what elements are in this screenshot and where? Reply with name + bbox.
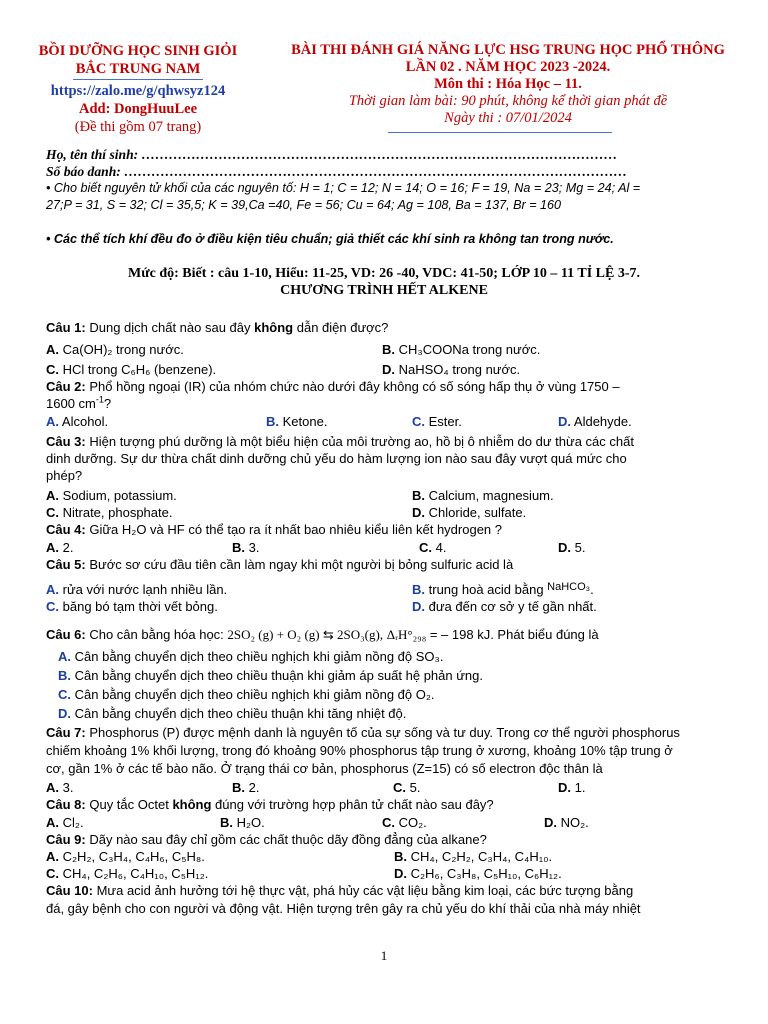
question-2-line1: Câu 2: Phổ hồng ngoại (IR) của nhóm chức nào dưới đây không có số sóng hấp thụ ở vùng 1750 –: [46, 379, 620, 394]
q8-option-c[interactable]: C. CO₂.: [382, 815, 427, 830]
q5-option-d[interactable]: D. đưa đến cơ sở y tế gần nhất.: [412, 599, 597, 614]
q9-option-d[interactable]: D. C₂H₆, C₃H₈, C₅H₁₀, C₆H₁₂.: [394, 866, 562, 881]
q3-option-c[interactable]: C. Nitrate, phosphate.: [46, 505, 173, 520]
q1-option-a[interactable]: A. Ca(OH)₂ trong nước.: [46, 342, 184, 357]
question-text: dẫn điện được?: [293, 320, 389, 335]
q7-option-b[interactable]: B. 2.: [232, 780, 260, 795]
question-3-line1: Câu 3: Hiện tượng phú dưỡng là một biểu hiện của môi trường ao, hồ bị ô nhiễm do dư thừa các chất: [46, 434, 634, 449]
q1-option-d[interactable]: D. NaHSO₄ trong nước.: [382, 362, 521, 377]
q9-option-a[interactable]: A. C₂H₂, C₃H₄, C₄H₆, C₅H₈.: [46, 849, 205, 864]
q8-option-d[interactable]: D. NO₂.: [544, 815, 589, 830]
q7-option-d[interactable]: D. 1.: [558, 780, 586, 795]
q7-option-a[interactable]: A. 3.: [46, 780, 74, 795]
enthalpy-symbol: ΔᵣH°₂₉₈: [386, 627, 427, 642]
question-10-line2: đá, gây bệnh cho con người và động vật. Hiện tượng trên gây ra chủ yếu do khí thải của nhà máy nhiệt: [46, 901, 641, 916]
reaction-equation: 2SO₂ (g) + O₂ (g) ⇆ 2SO₃(g),: [227, 627, 384, 642]
author-line: Add: DongHuuLee: [78, 101, 198, 117]
exam-title: BÀI THI ĐÁNH GIÁ NĂNG LỰC HSG TRUNG HỌC PHỔ THÔNG: [291, 42, 725, 58]
question-5: Câu 5: Bước sơ cứu đầu tiên cần làm ngay khi một người bị bỏng sulfuric acid là: [46, 557, 514, 572]
header-left-divider: [73, 79, 203, 81]
question-1: [46, 319, 728, 336]
exam-time: Thời gian làm bài: 90 phút, không kể thời gian phát đề: [348, 93, 668, 109]
q8-option-b[interactable]: B. H₂O.: [220, 815, 265, 830]
question-10-line1: Câu 10: Mưa acid ảnh hưởng tới hệ thực vật, phá hủy các vật liệu bằng kim loại, các bức tượng bằng: [46, 883, 634, 898]
header-right-divider: [388, 132, 612, 133]
q7-option-c[interactable]: C. 5.: [393, 780, 421, 795]
question-6: Câu 6: Cho cân bằng hóa học: 2SO₂ (g) + O₂ (g) ⇆ 2SO₃(g), ΔᵣH°₂₉₈ = – 198 kJ. Phát biểu đúng là: [46, 627, 599, 642]
q9-option-c[interactable]: C. CH₄, C₂H₆, C₄H₁₀, C₅H₁₂.: [46, 866, 209, 881]
atomic-masses-line2: 27;P = 31, S = 32; Cl = 35,5; K = 39,Ca =40, Fe = 56; Cu = 64; Ag = 108, Ba = 137, Br = 160: [46, 198, 562, 212]
q2-option-d[interactable]: D. Aldehyde.: [558, 414, 632, 429]
q1-option-c[interactable]: C. HCl trong C₆H₆ (benzene).: [46, 362, 217, 377]
page-count: (Đề thi gồm 07 trang): [74, 119, 202, 135]
q6-option-d[interactable]: D. Cân bằng chuyển dịch theo chiều thuận khi tăng nhiệt độ.: [58, 706, 407, 721]
question-emphasis: không: [254, 320, 294, 335]
q6-option-b[interactable]: B. Cân bằng chuyển dịch theo chiều thuận khi giảm áp suất hệ phản ứng.: [58, 668, 484, 683]
q6-option-a[interactable]: A. Cân bằng chuyển dịch theo chiều nghịch khi giảm nồng độ SO₃.: [58, 649, 444, 664]
q2-option-c[interactable]: C. Ester.: [412, 414, 462, 429]
org-name-2: BẮC TRUNG NAM: [75, 61, 201, 77]
q8-option-a[interactable]: A. Cl₂.: [46, 815, 84, 830]
difficulty-levels: Mức độ: Biết : câu 1-10, Hiểu: 11-25, VD: 26 -40, VDC: 41-50; LỚP 10 – 11 TỈ LỆ 3-7.: [128, 266, 640, 281]
atomic-masses-line1: • Cho biết nguyên tử khối của các nguyên tố: H = 1; C = 12; N = 14; O = 16; F = 19, Na = 23; Mg = 24; Al =: [46, 181, 641, 195]
question-3-line2: dinh dưỡng. Sự dư thừa chất dinh dưỡng chủ yếu do hàm lượng ion nào sau đây vượt quá mức cho: [46, 451, 627, 466]
q5-option-c[interactable]: C. băng bó tạm thời vết bỏng.: [46, 599, 218, 614]
candidate-name-field: Họ, tên thí sinh: ……………………………………………………………………………………………: [46, 147, 618, 162]
header-left: [20, 42, 256, 136]
question-7-line3: cơ, gần 1% ở các tế bào não. Ở trạng thái cơ bản, phosphorus (Z=15) có số electron độc thân là: [46, 761, 603, 776]
q4-option-c[interactable]: C. 4.: [419, 540, 447, 555]
question-9: Câu 9: Dãy nào sau đây chỉ gồm các chất thuộc dãy đồng đẳng của alkane?: [46, 832, 487, 847]
question-8: Câu 8: Quy tắc Octet không đúng với trường hợp phân tử chất nào sau đây?: [46, 797, 494, 812]
question-label: Câu 1:: [46, 320, 86, 335]
q6-option-c[interactable]: C. Cân bằng chuyển dịch theo chiều nghịch khi giảm nồng độ O₂.: [58, 687, 435, 702]
q5-option-b[interactable]: B. trung hoà acid bằng $^{NaHCO_3}$.: [412, 581, 594, 597]
question-7-line2: chiếm khoảng 1% khối lượng, trong đó khoảng 90% phosphorus tập trung ở xương, khoảng 10% tập trung ở: [46, 743, 673, 758]
q9-option-b[interactable]: B. CH₄, C₂H₂, C₃H₄, C₄H₁₀.: [394, 849, 553, 864]
header-right: [268, 42, 748, 127]
zalo-link[interactable]: https://zalo.me/g/qhwsyz124: [50, 83, 226, 99]
q2-option-a[interactable]: A. Alcohol.: [46, 414, 109, 429]
q3-option-b[interactable]: B. Calcium, magnesium.: [412, 488, 554, 503]
q4-option-b[interactable]: B. 3.: [232, 540, 260, 555]
question-text: Dung dịch chất nào sau đây: [85, 320, 255, 335]
candidate-id-field: Số báo danh: …………………………………………………………………………………………………: [46, 164, 628, 179]
q5-option-a[interactable]: A. rửa với nước lạnh nhiều lần.: [46, 582, 228, 597]
exam-round: LẦN 02 . NĂM HỌC 2023 -2024.: [405, 59, 611, 75]
question-7-line1: Câu 7: Phosphorus (P) được mệnh danh là nguyên tố của sự sống và tư duy. Trong cơ thể người phosphorus: [46, 725, 680, 740]
q4-option-d[interactable]: D. 5.: [558, 540, 586, 555]
org-name-1: BỒI DƯỠNG HỌC SINH GIỎI: [38, 43, 238, 59]
question-4: Câu 4: Giữa H₂O và HF có thể tạo ra ít nhất bao nhiêu kiểu liên kết hydrogen ?: [46, 522, 502, 537]
q1-option-b[interactable]: B. CH₃COONa trong nước.: [382, 342, 541, 357]
q3-option-d[interactable]: D. Chloride, sulfate.: [412, 505, 527, 520]
q4-option-a[interactable]: A. 2.: [46, 540, 74, 555]
exam-date: Ngày thi : 07/01/2024: [444, 110, 572, 126]
nahco3-formula: NaHCO₃: [547, 581, 591, 593]
q3-option-a[interactable]: A. Sodium, potassium.: [46, 488, 177, 503]
exam-subject: Môn thi : Hóa Học – 11.: [434, 76, 582, 92]
curriculum-scope: CHƯƠNG TRÌNH HẾT ALKENE: [280, 283, 488, 298]
page-number: 1: [380, 948, 388, 963]
gas-conditions-note: • Các thể tích khí đều đo ở điều kiện tiêu chuẩn; giả thiết các khí sinh ra không tan trong nước.: [46, 232, 614, 246]
q2-option-b[interactable]: B. Ketone.: [266, 414, 328, 429]
question-3-line3: phép?: [46, 468, 83, 483]
question-2-line2: 1600 $cm^{-1}$?: [46, 394, 112, 411]
